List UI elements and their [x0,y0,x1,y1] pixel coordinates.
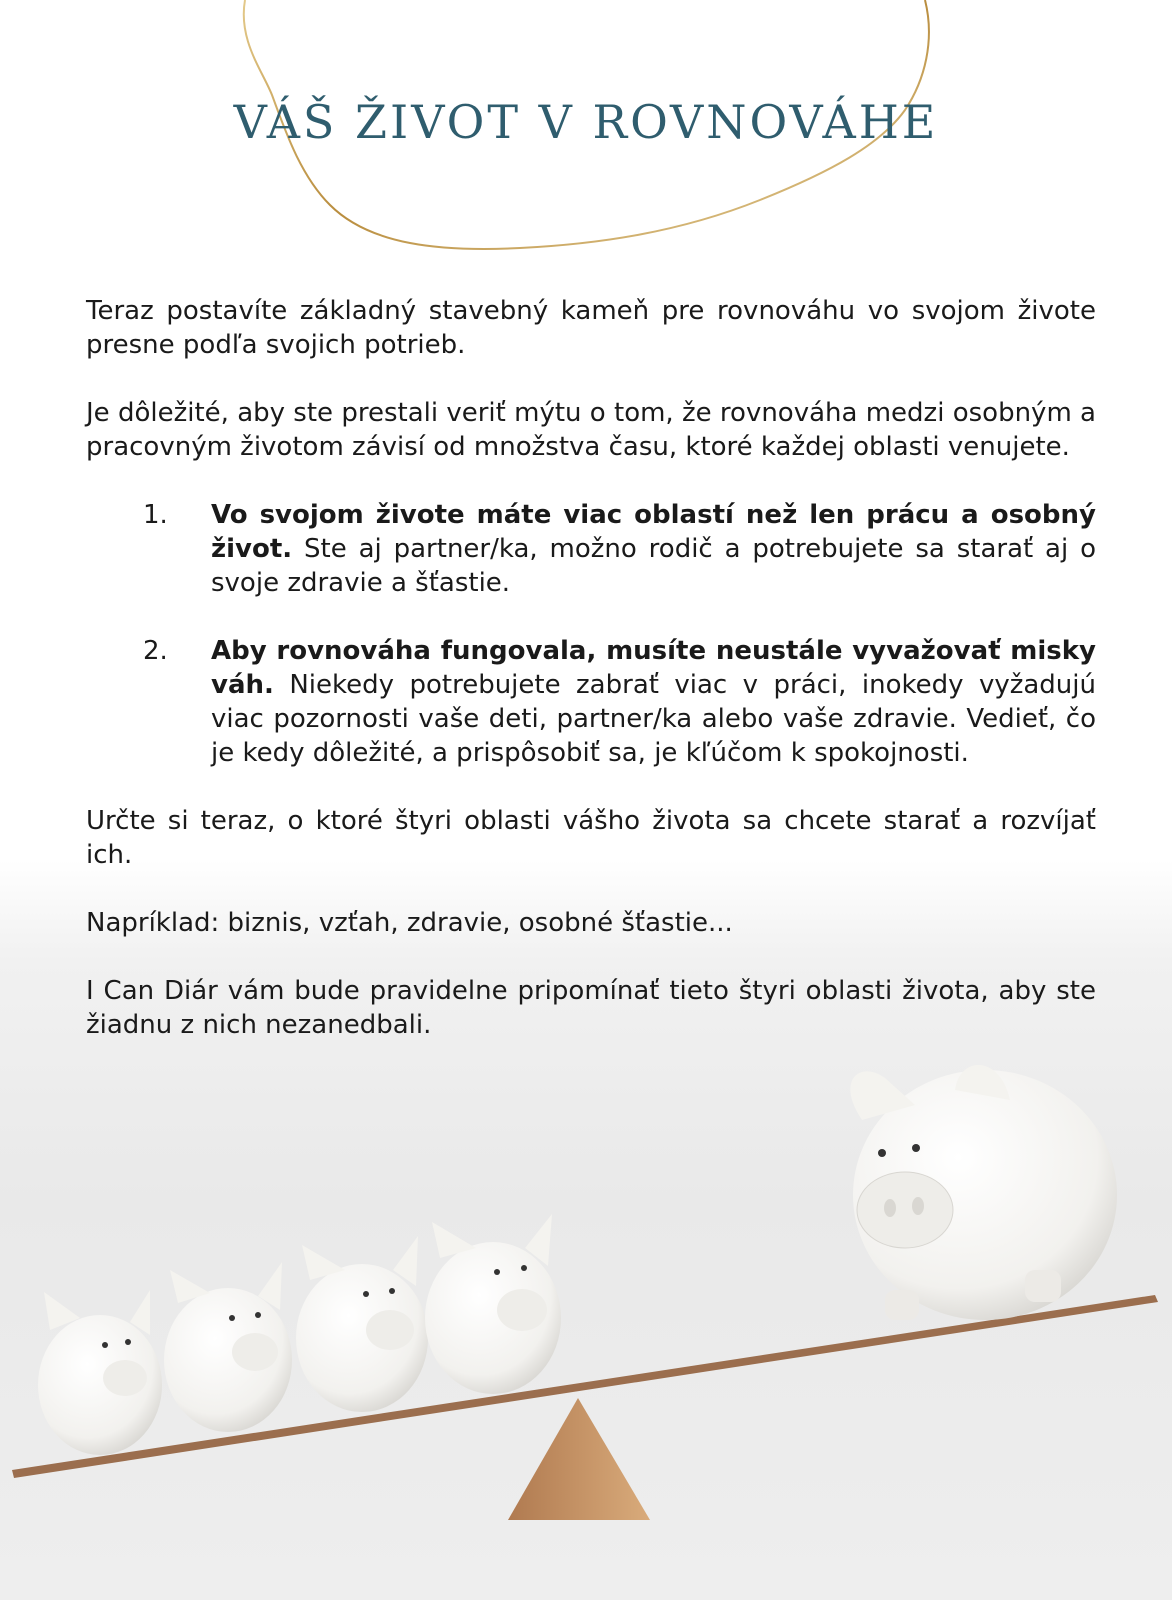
small-piggy-bank [425,1214,561,1394]
list-item-text: Niekedy potrebujete zabrať viac v práci, inokedy vyžadujú viac pozornosti vaše deti, partner/ka alebo vaše zdravie. Vedieť, čo je kedy dôležité, a prispôsobiť sa, je kľúčom k spokojnosti. [211,670,1096,768]
small-piggy-bank [296,1236,428,1412]
myth-paragraph: Je dôležité, aby ste prestali veriť mýtu o tom, že rovnováha medzi osobným a pracovným životom závisí od množstva času, ktoré každej oblasti venujete. [86,398,1096,462]
piggy-bank-seesaw-illustration [0,1040,1172,1600]
list-item-bold: Aby rovnováha fungovala, musíte neustále vyvažovať misky váh. [211,636,1096,700]
fulcrum-triangle [508,1398,650,1520]
reminder-paragraph: I Can Diár vám bude pravidelne pripomínať tieto štyri oblasti života, aby ste žiadnu z nich nezanedbali. [86,976,1096,1040]
areas-paragraph: Určte si teraz, o ktoré štyri oblasti vášho života sa chcete starať a rozvíjať ich. [86,806,1096,870]
large-piggy-bank [850,1065,1117,1320]
list-number: 2. [143,636,168,666]
example-paragraph: Napríklad: biznis, vzťah, zdravie, osobné šťastie... [86,908,733,938]
small-piggy-bank [164,1262,292,1432]
list-item-bold: Vo svojom živote máte viac oblastí než len prácu a osobný život. [211,500,1096,564]
main-content [86,294,1096,1076]
page-title: VÁŠ ŽIVOT V ROVNOVÁHE [233,95,939,149]
list-item [86,498,1096,600]
list-number: 1. [143,500,168,530]
list-item [86,634,1096,770]
intro-paragraph: Teraz postavíte základný stavebný kameň pre rovnováhu vo svojom živote presne podľa svojich potrieb. [86,296,1096,360]
list-item-text: Ste aj partner/ka, možno rodič a potrebujete sa starať aj o svoje zdravie a šťastie. [211,534,1096,598]
small-piggy-bank [38,1290,162,1455]
